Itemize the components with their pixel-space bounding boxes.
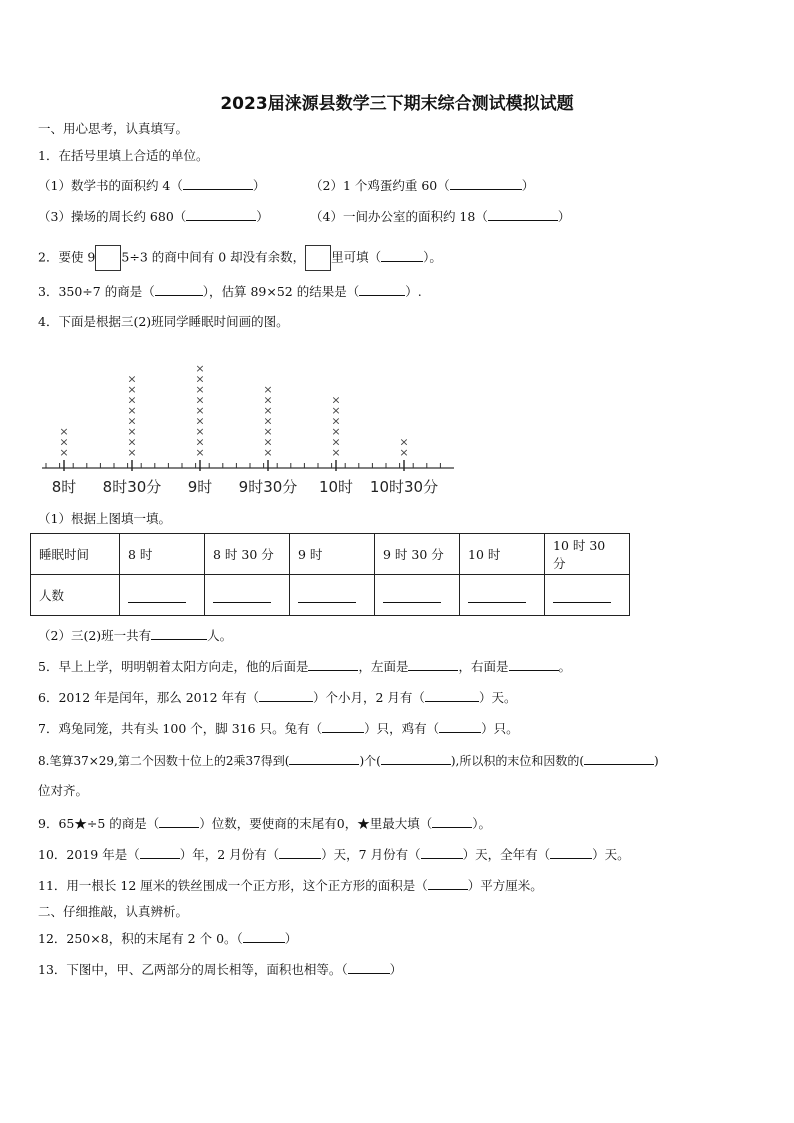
table-answer-cell[interactable] <box>290 575 375 616</box>
answer-blank[interactable] <box>155 283 203 296</box>
question-13: 13．下图中，甲、乙两部分的周长相等，面积也相等。（ ） <box>38 962 403 977</box>
dot-mark: × <box>195 393 205 407</box>
question-12: 12．250×8，积的末尾有 2 个 0。（ ） <box>38 931 298 946</box>
page-title: 2023届涞源县数学三下期末综合测试模拟试题 <box>220 94 574 114</box>
tick-label: 10时30分 <box>369 478 439 496</box>
question-4-sub-2: （2）三(2)班一共有 人。 <box>38 628 233 643</box>
dot-mark: × <box>195 414 205 428</box>
fill-box[interactable] <box>305 245 331 271</box>
dot-mark: × <box>263 435 273 449</box>
question-6: 6．2012 年是闰年，那么 2012 年有（ ）个小月，2 月有（ ）天。 <box>38 690 517 705</box>
answer-blank[interactable] <box>140 846 180 859</box>
dot-mark: × <box>195 362 205 375</box>
table-row-label: 人数 <box>31 575 120 616</box>
answer-blank[interactable] <box>488 208 558 221</box>
dot-mark: × <box>195 446 205 459</box>
question-8: 8.笔算37×29,第二个因数十位上的2乘37得到( )个( ),所以积的末位和因数的( ) <box>38 754 659 768</box>
question-1-item-2: （2）1 个鸡蛋约重 60（ ） <box>310 178 535 193</box>
table-answer-cell[interactable] <box>375 575 460 616</box>
dot-mark: × <box>399 446 409 459</box>
answer-blank[interactable] <box>279 846 321 859</box>
answer-blank[interactable] <box>439 720 481 733</box>
answer-blank[interactable] <box>243 930 285 943</box>
tick-label: 10时 <box>318 478 354 496</box>
table-header-label: 睡眠时间 <box>31 534 120 575</box>
table-answer-cell[interactable] <box>460 575 545 616</box>
answer-blank[interactable] <box>308 658 358 671</box>
question-3: 3．350÷7 的商是（ ），估算 89×52 的结果是（ ）. <box>38 284 422 299</box>
dot-mark: × <box>195 425 205 438</box>
dot-mark: × <box>399 435 409 449</box>
answer-blank[interactable] <box>381 752 451 765</box>
answer-blank[interactable] <box>348 961 390 974</box>
dot-mark: × <box>331 404 341 417</box>
dot-mark: × <box>59 435 69 449</box>
table-col-header: 8 时 <box>120 534 205 575</box>
dot-mark: × <box>195 404 205 417</box>
answer-blank[interactable] <box>425 689 479 702</box>
answer-blank[interactable] <box>509 658 559 671</box>
dot-mark: × <box>263 393 273 407</box>
answer-blank[interactable] <box>550 846 592 859</box>
dot-mark: × <box>195 435 205 449</box>
dot-mark: × <box>127 435 137 449</box>
answer-blank[interactable] <box>421 846 463 859</box>
question-1-stem: 1．在括号里填上合适的单位。 <box>38 148 209 163</box>
dot-mark: × <box>195 372 205 386</box>
question-7: 7．鸡兔同笼，共有头 100 个，脚 316 只。兔有（ ）只，鸡有（ ）只。 <box>38 721 519 736</box>
answer-blank[interactable] <box>151 627 207 640</box>
dot-mark: × <box>263 404 273 417</box>
section-heading-2: 二、仔细推敲，认真辨析。 <box>38 904 189 919</box>
dot-mark: × <box>263 414 273 428</box>
answer-blank[interactable] <box>159 815 199 828</box>
dot-mark: × <box>263 446 273 459</box>
answer-blank[interactable] <box>289 752 359 765</box>
question-5: 5．早上上学，明明朝着太阳方向走，他的后面是 ，左面是 ，右面是 。 <box>38 659 572 674</box>
section-heading-1: 一、用心思考，认真填写。 <box>38 121 189 136</box>
dot-mark: × <box>331 414 341 428</box>
answer-blank[interactable] <box>359 283 405 296</box>
question-1-item-3: （3）操场的周长约 680（ ） <box>38 209 269 224</box>
dot-mark: × <box>331 435 341 449</box>
tick-label: 9时 <box>187 478 213 496</box>
answer-blank[interactable] <box>408 658 458 671</box>
sleep-table <box>30 533 630 616</box>
question-8-continued: 位对齐。 <box>38 783 89 798</box>
answer-blank[interactable] <box>183 177 253 190</box>
table-col-header: 10 时 <box>460 534 545 575</box>
table-col-header: 9 时 30 分 <box>375 534 460 575</box>
dot-mark: × <box>263 383 273 396</box>
answer-blank[interactable] <box>432 815 472 828</box>
dot-mark: × <box>263 425 273 438</box>
dot-mark: × <box>59 425 69 438</box>
dot-mark: × <box>59 446 69 459</box>
table-header-row <box>31 534 630 575</box>
question-11: 11．用一根长 12 厘米的铁丝围成一个正方形，这个正方形的面积是（ ）平方厘米。 <box>38 878 543 893</box>
dot-mark: × <box>331 425 341 438</box>
dot-mark: × <box>127 383 137 396</box>
fill-box[interactable] <box>95 245 121 271</box>
dot-mark: × <box>127 372 137 386</box>
dot-mark: × <box>195 383 205 396</box>
question-9: 9．65★÷5 的商是（ ）位数，要使商的末尾有0，★里最大填（ ）。 <box>38 816 491 831</box>
answer-blank[interactable] <box>322 720 364 733</box>
question-10: 10．2019 年是（ ）年，2 月份有（ ）天，7 月份有（ ）天，全年有（ ）天。 <box>38 847 630 862</box>
answer-blank[interactable] <box>186 208 256 221</box>
answer-blank[interactable] <box>428 877 468 890</box>
answer-blank[interactable] <box>381 249 423 262</box>
question-4-stem: 4．下面是根据三(2)班同学睡眠时间画的图。 <box>38 314 289 329</box>
dot-mark: × <box>127 414 137 428</box>
answer-blank[interactable] <box>450 177 522 190</box>
question-4-sub-1: （1）根据上图填一填。 <box>38 511 171 526</box>
table-col-header: 8 时 30 分 <box>205 534 290 575</box>
dot-mark: × <box>331 393 341 407</box>
tick-label: 8时30分 <box>102 478 162 496</box>
dot-mark: × <box>127 446 137 459</box>
dot-mark: × <box>127 425 137 438</box>
table-answer-cell[interactable] <box>120 575 205 616</box>
question-2: 2．要使 9 5÷3 的商中间有 0 却没有余数， 里可填（ ）。 <box>38 245 442 271</box>
question-1-item-1: （1）数学书的面积约 4（ ） <box>38 178 266 193</box>
dot-mark: × <box>127 404 137 417</box>
dot-mark: × <box>127 393 137 407</box>
tick-label: 8时 <box>51 478 77 496</box>
tick-label: 9时30分 <box>238 478 298 496</box>
question-1-item-4: （4）一间办公室的面积约 18（ ） <box>310 209 571 224</box>
answer-blank[interactable] <box>259 689 313 702</box>
table-col-header: 9 时 <box>290 534 375 575</box>
table-answer-cell[interactable] <box>205 575 290 616</box>
dot-mark: × <box>331 446 341 459</box>
sleep-dot-plot <box>36 340 466 500</box>
table-answer-cell[interactable] <box>545 575 630 616</box>
answer-blank[interactable] <box>584 752 654 765</box>
table-row <box>31 575 630 616</box>
table-col-header: 10 时 30 分 <box>545 534 630 575</box>
